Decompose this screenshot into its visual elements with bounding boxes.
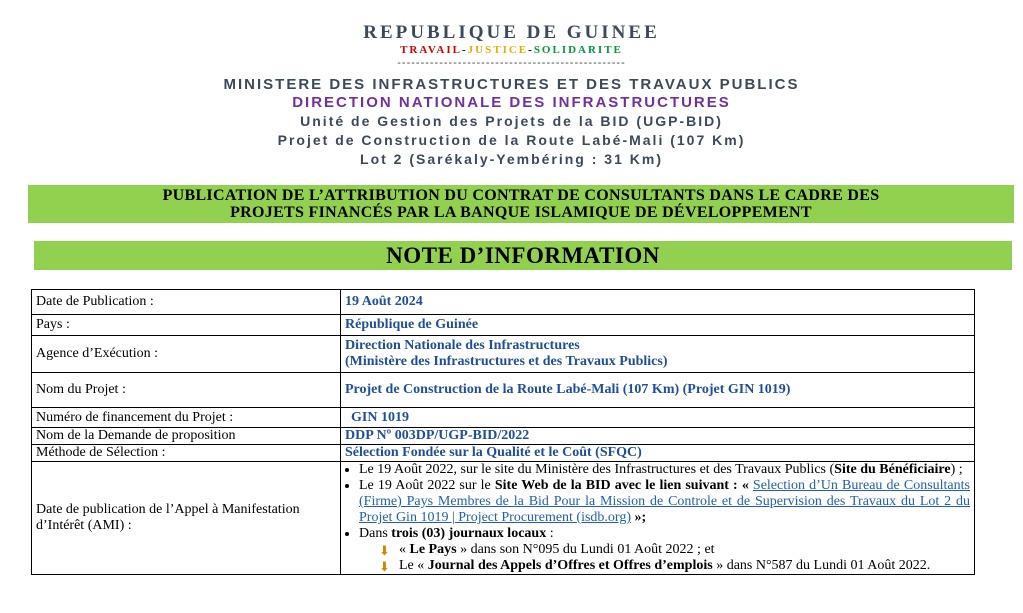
ami-s2-text: Le «: [399, 558, 428, 573]
publication-banner-line-2: PROJETS FINANCÉS PAR LA BANQUE ISLAMIQUE DE DÉVELOPPEMENT: [230, 204, 812, 221]
direction-title: DIRECTION NATIONALE DES INFRASTRUCTURES: [292, 94, 731, 111]
ddp-value: DDP Nº 003DP/UGP-BID/2022: [341, 428, 975, 445]
list-item: [379, 542, 970, 558]
ami-s1-text: «: [399, 542, 410, 557]
ami-b1-text: Le 19 Août 2022, sur le site du Ministère des Infrastructures et des Travaux Publics (: [359, 462, 835, 477]
ministry-title: MINISTERE DES INFRASTRUCTURES ET DES TRAVAUX PUBLICS: [223, 76, 800, 93]
list-item: [359, 478, 970, 526]
unit-title: Unité de Gestion des Projets de la BID (UGP-BID): [300, 113, 723, 129]
lot-title: Lot 2 (Sarékaly-Yembéring : 31 Km): [360, 151, 663, 167]
table-row: [32, 408, 975, 428]
table-row: [32, 373, 975, 408]
motto-travail: TRAVAIL: [400, 44, 462, 56]
ami-b2-quote-open: «: [741, 478, 753, 493]
ami-s2-bold: Journal des Appels d’Offres et Offres d’emplois: [427, 558, 713, 573]
list-item: [379, 558, 970, 574]
info-table: [31, 289, 975, 575]
ami-b2-text: Le 19 Août 2022 sur le: [359, 478, 495, 493]
projet-label: Nom du Projet :: [32, 373, 341, 408]
agence-value-line-2: (Ministère des Infrastructures et des Travaux Publics): [345, 354, 668, 369]
financement-label: Numéro de financement du Projet :: [32, 408, 341, 428]
agence-value: [341, 336, 975, 373]
financement-value: GIN 1019: [341, 408, 975, 428]
ami-s1-end: » dans son N°095 du Lundi 01 Août 2022 ; et: [456, 542, 715, 557]
project-title: Projet de Construction de la Route Labé-Mali (107 Km): [277, 132, 746, 148]
ami-b2-quote-close: »;: [631, 510, 647, 525]
pays-value: République de Guinée: [341, 315, 975, 336]
motto-sep-1: -: [462, 44, 468, 56]
motto-solidarite: SOLIDARITE: [533, 44, 623, 56]
arrow-down-icon: ⬇: [379, 543, 390, 558]
publication-banner-line-1: PUBLICATION DE L’ATTRIBUTION DU CONTRAT DE CONSULTANTS DANS LE CADRE DES: [162, 187, 880, 204]
header-separator: -------------------------------------------------: [397, 57, 626, 69]
table-row: [32, 336, 975, 373]
agence-value-line-1: Direction Nationale des Infrastructures: [345, 338, 580, 353]
table-row: [32, 445, 975, 462]
methode-value: Sélection Fondée sur la Qualité et le Coût (SFQC): [341, 445, 975, 462]
date-pub-value: 19 Août 2024: [341, 290, 975, 315]
table-row: [32, 428, 975, 445]
ami-value: [341, 462, 975, 575]
pays-label: Pays :: [32, 315, 341, 336]
publication-banner: [28, 185, 1014, 223]
ami-b1-end: ) ;: [950, 462, 963, 477]
ami-label: Date de publication de l’Appel à Manifestation d’Intérêt (AMI) :: [32, 462, 341, 575]
methode-label: Méthode de Sélection :: [32, 445, 341, 462]
ami-s2-end: » dans N°587 du Lundi 01 Août 2022.: [712, 558, 931, 573]
ami-b3-text: Dans: [359, 526, 392, 541]
ami-b3-end: :: [546, 526, 554, 541]
ami-b2-mid: avec le lien suivant :: [610, 478, 742, 493]
ami-b1-bold: Site du Bénéficiaire: [834, 462, 951, 477]
national-motto: [0, 44, 1023, 56]
table-row: [32, 462, 975, 575]
motto-justice: JUSTICE: [467, 44, 529, 56]
isdb-procurement-link[interactable]: Selection d’Un Bureau de Consultants (Firme) Pays Membres de la Bid Pour la Mission de Controle et de Supervision des Travaux du Lot 2 du Projet Gin 1019 | Project Procurement (isdb.org): [359, 478, 970, 525]
agence-label: Agence d’Exécution :: [32, 336, 341, 373]
ami-s1-bold: Le Pays: [409, 542, 457, 557]
ddp-label: Nom de la Demande de proposition: [32, 428, 341, 445]
motto-sep-2: -: [528, 44, 534, 56]
ami-b3-bold: trois (03) journaux locaux: [391, 526, 547, 541]
date-pub-label: Date de Publication :: [32, 290, 341, 315]
newspaper-list: [359, 542, 970, 574]
note-title: NOTE D’INFORMATION: [34, 241, 1012, 270]
list-item: [359, 526, 970, 574]
arrow-down-icon: ⬇: [379, 559, 390, 574]
projet-value: Projet de Construction de la Route Labé-Mali (107 Km) (Projet GIN 1019): [341, 373, 975, 408]
list-item: [359, 462, 970, 478]
table-row: [32, 290, 975, 315]
ami-b2-bold: Site Web de la BID: [494, 478, 611, 493]
table-row: [32, 315, 975, 336]
country-title: REPUBLIQUE DE GUINEE: [363, 22, 660, 43]
ami-list: [345, 462, 970, 574]
